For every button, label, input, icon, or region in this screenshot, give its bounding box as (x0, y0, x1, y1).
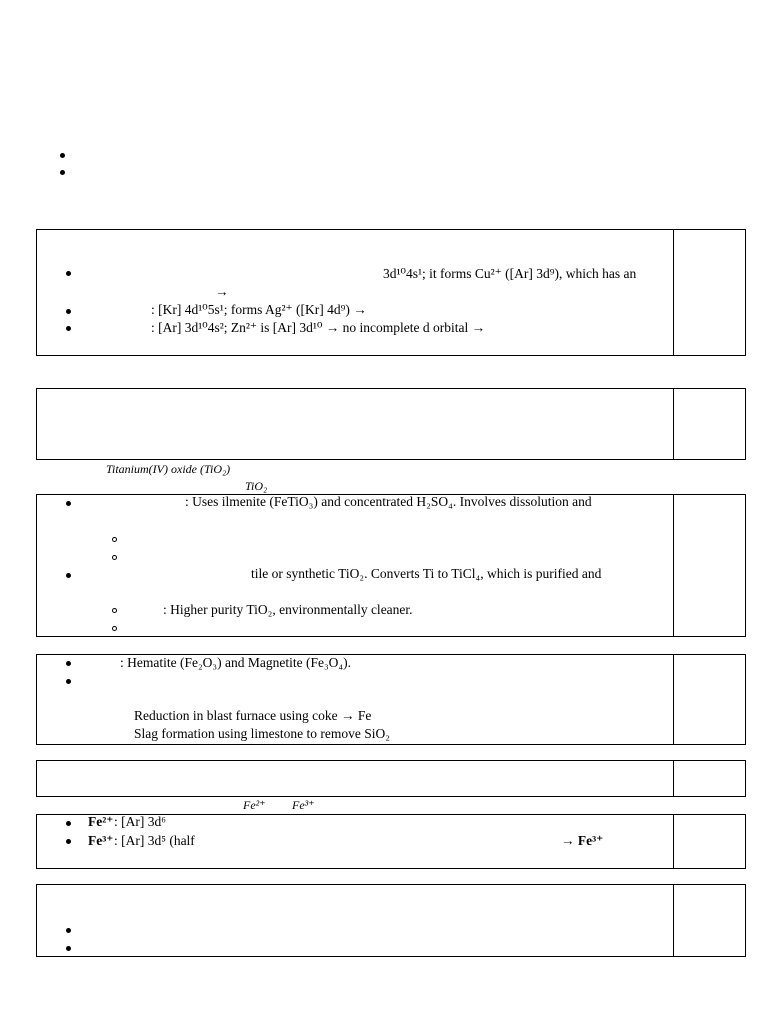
section-caption-sub: TiO₂ (245, 479, 268, 493)
fe3-conclusion: → Fe³⁺ (561, 833, 604, 848)
fe2-config: : [Ar] 3d⁶ (114, 814, 166, 829)
section-caption-fe2: Fe²⁺ (243, 798, 266, 812)
section-caption-title: Titanium(IV) oxide (TiO₂) (106, 462, 231, 476)
column-divider (673, 761, 674, 796)
box1-line-1-cont: → (215, 284, 229, 299)
box1-bullet-2 (66, 309, 71, 314)
box3-bullet-2 (66, 573, 71, 578)
box3-subbullet-4 (112, 626, 117, 631)
box3-subline-3: : Higher purity TiO₂, environmentally cleaner. (163, 602, 413, 617)
box4-step-1: Reduction in blast furnace using coke → Fe (134, 708, 372, 723)
box7-bullet-2 (66, 946, 71, 951)
intro-bullet-2 (60, 170, 65, 175)
box3-line-2: tile or synthetic TiO₂. Converts Ti to TiCl₄, which is purified and (251, 566, 602, 581)
box4-bullet-2 (66, 679, 71, 684)
fe3-config: : [Ar] 3d⁵ (half (114, 833, 195, 848)
box3-subbullet-2 (112, 555, 117, 560)
box6-bullet-1 (66, 821, 71, 826)
box1-bullet-1 (66, 271, 71, 276)
table-box-2 (36, 388, 746, 460)
column-divider (673, 885, 674, 956)
box3-subbullet-3 (112, 608, 117, 613)
box4-bullet-1 (66, 661, 71, 666)
fe2-label: Fe²⁺ (88, 814, 114, 829)
column-divider (673, 495, 674, 636)
box3-line-1: : Uses ilmenite (FeTiO₃) and concentrated H₂SO₄. Involves dissolution and (185, 494, 592, 509)
table-box-1 (36, 229, 746, 356)
box7-bullet-1 (66, 928, 71, 933)
fe3-label: Fe³⁺ (88, 833, 114, 848)
box1-line-3: : [Ar] 3d¹⁰4s²; Zn²⁺ is [Ar] 3d¹⁰ → no incomplete d orbital → (151, 320, 486, 335)
intro-bullet-1 (60, 153, 65, 158)
box3-bullet-1 (66, 501, 71, 506)
box6-bullet-2 (66, 839, 71, 844)
box1-line-1: 3d¹⁰4s¹; it forms Cu²⁺ ([Ar] 3d⁹), which has an (383, 266, 637, 281)
column-divider (673, 230, 674, 355)
column-divider (673, 815, 674, 868)
table-box-5 (36, 760, 746, 797)
box4-line-1: : Hematite (Fe₂O₃) and Magnetite (Fe₃O₄). (120, 655, 352, 670)
box4-step-2: Slag formation using limestone to remove SiO₂ (134, 726, 390, 741)
table-box-7 (36, 884, 746, 957)
box3-subbullet-1 (112, 537, 117, 542)
column-divider (673, 655, 674, 744)
box1-bullet-3 (66, 326, 71, 331)
box1-line-2: : [Kr] 4d¹⁰5s¹; forms Ag²⁺ ([Kr] 4d⁹) → (151, 302, 367, 317)
section-caption-fe3: Fe³⁺ (292, 798, 315, 812)
column-divider (673, 389, 674, 459)
